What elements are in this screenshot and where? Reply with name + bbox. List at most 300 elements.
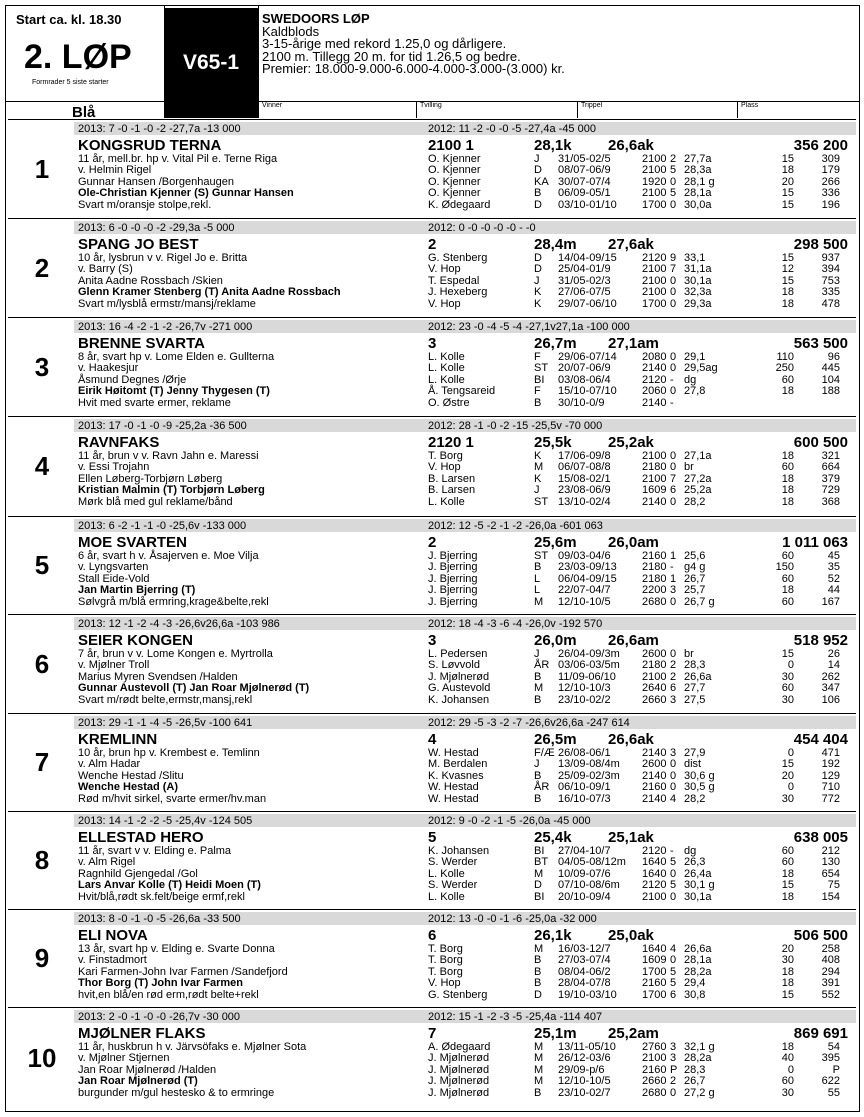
horse-info	[78, 154, 294, 211]
start-cell: 753	[821, 274, 840, 287]
start-number: 10	[27, 1043, 57, 1073]
horse-info	[78, 649, 309, 706]
start-cell: 710	[821, 781, 840, 794]
start-cell: 7	[670, 472, 677, 485]
start-row	[428, 782, 852, 793]
start-cell: 26,6a	[684, 943, 712, 955]
start-cell: G. Stenberg	[428, 988, 488, 1001]
post-position: 2100 1	[428, 137, 474, 154]
start-cell: 664	[821, 461, 840, 474]
horse-info-line: Jan Roar Mjølnerød (T)	[78, 1075, 198, 1088]
start-cell: L. Kolle	[428, 495, 465, 508]
start-cell: 2140	[642, 747, 667, 759]
start-cell: B	[534, 792, 542, 805]
form-2012: 2012: 13 -0 -0 -1 -6 -25,0a -32 000	[428, 913, 597, 925]
start-cell: K. Kvasnes	[428, 769, 484, 782]
start-row	[428, 1076, 852, 1087]
start-cell: 26	[827, 648, 840, 660]
start-cell: 16/10-07/3	[558, 792, 611, 805]
start-cell: 321	[821, 450, 840, 462]
record-auto: 26,6ak	[608, 137, 654, 154]
start-cell: 15	[781, 879, 794, 892]
start-cell: T. Borg	[428, 965, 463, 978]
horse-info-line: v. Haakesjur	[78, 362, 139, 375]
start-cell: 654	[821, 867, 840, 880]
start-cell: 30	[781, 954, 794, 967]
start-cell: 13/09-08/4m	[558, 758, 620, 771]
start-cell: J	[534, 758, 540, 771]
start-number: 8	[34, 845, 50, 875]
race-info-line: Premier: 18.000-9.000-6.000-4.000-3.000-(3.000) kr.	[262, 61, 565, 76]
record-auto: 25,0ak	[608, 927, 654, 944]
start-cell: 167	[821, 595, 840, 608]
start-cell: 335	[821, 286, 840, 299]
start-cell: 18	[781, 495, 794, 508]
start-cell: 30,1a	[684, 890, 712, 903]
start-cell: 0	[670, 198, 677, 211]
start-cell: 106	[821, 693, 840, 706]
start-cell: 15/10-07/10	[558, 385, 617, 398]
start-cell: 130	[821, 856, 840, 869]
start-cell: B	[534, 954, 542, 967]
total-earnings: 454 404	[793, 731, 848, 748]
start-cell: 30,6 g	[684, 769, 715, 782]
start-cell: 03/06-03/5m	[558, 659, 620, 672]
start-cell: 60	[781, 845, 794, 857]
form-2012: 2012: 18 -4 -3 -6 -4 -26,0v -192 570	[428, 618, 603, 630]
horse-info-line: Ellen Løberg-Torbjørn Løberg	[78, 472, 223, 485]
start-cell: K	[534, 472, 542, 485]
start-cell: 150	[775, 561, 794, 574]
start-cell: J. Bjerring	[428, 595, 478, 608]
start-cell: 14	[827, 659, 840, 672]
start-cell: W. Hestad	[428, 792, 479, 805]
horse-info-line: Kristian Malmin (T) Torbjørn Løberg	[78, 484, 265, 497]
start-cell: 30	[781, 670, 794, 683]
start-cell: 18	[781, 484, 794, 497]
horse-name: MOE SVARTEN	[78, 534, 187, 551]
horse-info	[78, 551, 269, 608]
start-row	[428, 497, 852, 508]
start-cell: 27,2 g	[684, 1086, 715, 1099]
record-volt: 25,1m	[534, 1025, 577, 1042]
horse-info-line: Kari Farmen-John Ivar Farmen /Sandefjord	[78, 965, 288, 978]
start-cell: ST	[534, 550, 549, 562]
start-cell: 30/10-0/9	[558, 396, 605, 409]
start-cell: L	[534, 572, 541, 585]
start-time: Start ca. kl. 18.30	[16, 12, 122, 27]
record-volt: 25,4k	[534, 829, 572, 846]
start-cell: D	[534, 164, 542, 177]
start-cell: S. Werder	[428, 856, 478, 869]
post-position: 2	[428, 534, 437, 551]
start-cell: 2	[670, 1075, 677, 1088]
start-cell: dg	[684, 373, 697, 386]
start-cell: 0	[670, 781, 677, 794]
start-cell: K	[534, 297, 542, 310]
start-cell: 20	[781, 175, 794, 188]
start-cell: 28,1a	[684, 954, 712, 967]
start-cell: 2140	[642, 769, 667, 782]
horse-entry	[8, 713, 856, 811]
start-cell: -	[670, 373, 674, 386]
start-cell: 2600	[642, 758, 667, 771]
start-cell: 27,9	[684, 747, 706, 759]
start-cell: 2180	[642, 572, 667, 585]
start-cell: 18	[781, 977, 794, 990]
start-cell: L. Kolle	[428, 867, 465, 880]
start-cell: F	[534, 385, 541, 398]
start-cell: 2180	[642, 659, 667, 672]
start-cell: 0	[670, 867, 677, 880]
horse-info-line: Lars Anvar Kolle (T) Heidi Moen (T)	[78, 879, 261, 892]
recent-starts	[428, 451, 852, 508]
horse-info	[78, 944, 288, 1001]
start-cell: ÅR	[534, 659, 550, 672]
start-cell: BT	[534, 856, 549, 869]
start-cell: 6	[670, 682, 677, 695]
horse-name: SPANG JO BEST	[78, 236, 199, 253]
form-2013: 2013: 12 -1 -2 -4 -3 -26,6v26,6a -103 986	[78, 618, 280, 630]
start-cell: 2100	[642, 450, 667, 462]
start-cell: 15	[781, 187, 794, 200]
start-cell: O. Kjenner	[428, 175, 481, 188]
record-volt: 28,4m	[534, 236, 577, 253]
start-cell: 06/07-08/8	[558, 461, 611, 474]
start-cell: 5	[670, 856, 677, 869]
horse-info-line: 10 år, lysbrun v v. Rigel Jo e. Britta	[78, 252, 248, 264]
start-cell: V. Hop	[428, 297, 461, 310]
start-cell: 2200	[642, 584, 667, 597]
start-cell: 60	[781, 373, 794, 386]
start-cell: 3	[670, 747, 677, 759]
start-cell: 60	[781, 572, 794, 585]
start-cell: 32,1 g	[684, 1041, 715, 1053]
record-auto: 25,1ak	[608, 829, 654, 846]
record-volt: 26,7m	[534, 335, 577, 352]
start-cell: 0	[670, 450, 677, 462]
start-cell: 30	[781, 792, 794, 805]
horse-info-line: v. Barry (S)	[78, 263, 133, 276]
start-cell: 347	[821, 682, 840, 695]
start-cell: J. Bjerring	[428, 572, 478, 585]
record-summary	[428, 829, 654, 846]
start-cell: 154	[821, 890, 840, 903]
start-cell: M	[534, 1041, 544, 1053]
start-cell: 27,7	[684, 682, 706, 695]
post-position: 3	[428, 335, 437, 352]
start-cell: L. Kolle	[428, 373, 465, 386]
start-cell: 06/10-09/1	[558, 781, 611, 794]
start-cell: O. Kjenner	[428, 187, 481, 200]
start-cell: 192	[821, 758, 840, 771]
start-cell: 5	[670, 164, 677, 177]
start-cell: 2140	[642, 495, 667, 508]
horse-info-line: 7 år, brun v v. Lome Kongen e. Myrtrolla	[78, 648, 273, 660]
start-cell: M	[534, 595, 544, 608]
start-cell: D	[534, 988, 542, 1001]
start-cell: 2640	[642, 682, 667, 695]
start-cell: B	[534, 670, 542, 683]
form-2012: 2012: 0 -0 -0 -0 -0 - -0	[428, 222, 536, 234]
start-cell: 27,5	[684, 693, 706, 706]
start-cell: M	[534, 943, 544, 955]
start-cell: 23/03-09/13	[558, 561, 617, 574]
start-cell: K. Ødegaard	[428, 198, 491, 211]
form-2013: 2013: 6 -0 -0 -0 -2 -29,3a -5 000	[78, 222, 235, 234]
start-cell: 2100	[642, 187, 667, 200]
total-earnings: 869 691	[793, 1025, 848, 1042]
form-2012: 2012: 15 -1 -2 -3 -5 -25,4a -114 407	[428, 1011, 603, 1023]
horse-info-line: burgunder m/gul hestesko & to ermringe	[78, 1086, 275, 1099]
recent-starts	[428, 253, 852, 310]
start-cell: 60	[781, 856, 794, 869]
start-cell: -	[670, 845, 674, 857]
horse-info-line: Eirik Høitomt (T) Jenny Thygesen (T)	[78, 385, 270, 398]
start-cell: O. Østre	[428, 396, 470, 409]
start-cell: 622	[821, 1075, 840, 1088]
start-cell: 0	[670, 297, 677, 310]
start-cell: 262	[821, 670, 840, 683]
start-cell: 2160	[642, 550, 667, 562]
start-cell: 27/04-10/7	[558, 845, 611, 857]
color-label: Blå	[72, 104, 96, 121]
start-cell: 379	[821, 472, 840, 485]
start-cell: 0	[670, 769, 677, 782]
start-cell: 27/06-07/5	[558, 286, 611, 299]
record-auto: 27,6ak	[608, 236, 654, 253]
start-cell: 2180	[642, 461, 667, 474]
horse-entry	[8, 119, 856, 218]
start-cell: O. Kjenner	[428, 164, 481, 177]
start-cell: 5	[670, 187, 677, 200]
start-cell: G. Stenberg	[428, 252, 488, 264]
start-cell: 0	[787, 781, 794, 794]
start-cell: 2100	[642, 286, 667, 299]
start-cell: 29/07-06/10	[558, 297, 617, 310]
start-cell: 18	[781, 584, 794, 597]
start-cell: 552	[821, 988, 840, 1001]
start-cell: 391	[821, 977, 840, 990]
horse-name: ELLESTAD HERO	[78, 829, 204, 846]
horse-name: KONGSRUD TERNA	[78, 137, 222, 154]
horse-info-line: v. Helmin Rigel	[78, 164, 152, 177]
horse-info-line: 11 år, brun v v. Ravn Jahn e. Maressi	[78, 450, 259, 462]
start-cell: 2160	[642, 781, 667, 794]
start-cell: 1700	[642, 198, 667, 211]
start-row	[428, 978, 852, 989]
start-cell: 18	[781, 472, 794, 485]
start-cell: 31,1a	[684, 263, 712, 276]
start-cell: 2140	[642, 396, 667, 409]
start-cell: 12/10-10/5	[558, 595, 611, 608]
horse-info-line: 10 år, brun hp v. Krembest e. Temlinn	[78, 747, 260, 759]
start-cell: 0	[670, 954, 677, 967]
start-cell: 29,4	[684, 977, 706, 990]
start-cell: 30,8	[684, 988, 706, 1001]
race-header-box	[8, 8, 164, 102]
start-row	[428, 695, 852, 706]
start-cell: B	[534, 769, 542, 782]
start-cell: 14/04-09/15	[558, 252, 617, 264]
start-cell: W. Hestad	[428, 781, 479, 794]
recent-starts	[428, 1042, 852, 1099]
start-cell: 30,1 g	[684, 879, 715, 892]
total-earnings: 356 200	[793, 137, 848, 154]
start-cell: 2680	[642, 1086, 667, 1099]
start-cell: 28,2	[684, 495, 706, 508]
total-earnings: 518 952	[793, 632, 848, 649]
start-cell: K	[534, 450, 542, 462]
start-number: 5	[34, 550, 50, 580]
start-cell: 15/08-02/1	[558, 472, 611, 485]
start-cell: 471	[821, 747, 840, 759]
start-row	[428, 299, 852, 310]
start-cell: K. Johansen	[428, 693, 490, 706]
start-cell: 18	[781, 890, 794, 903]
start-cell: 0	[670, 286, 677, 299]
start-cell: 2660	[642, 693, 667, 706]
start-cell: 196	[821, 198, 840, 211]
start-cell: 29,3a	[684, 297, 712, 310]
start-cell: 75	[827, 879, 840, 892]
form-2013: 2013: 6 -2 -1 -1 -0 -25,6v -133 000	[78, 520, 247, 532]
record-volt: 25,6m	[534, 534, 577, 551]
start-cell: 250	[775, 362, 794, 375]
form-2012: 2012: 9 -0 -2 -1 -5 -26,0a -45 000	[428, 815, 591, 827]
start-cell: 18	[781, 385, 794, 398]
form-2012: 2012: 12 -5 -2 -1 -2 -26,0a -601 063	[428, 520, 603, 532]
start-cell: BI	[534, 845, 545, 857]
start-cell: 25,7	[684, 584, 706, 597]
start-cell: 27,1a	[684, 450, 712, 462]
total-earnings: 563 500	[793, 335, 848, 352]
start-cell: 06/04-09/15	[558, 572, 617, 585]
horse-info-line: Thor Borg (T) John Ivar Farmen	[78, 977, 244, 990]
start-cell: J	[534, 484, 540, 497]
start-cell: 2	[670, 670, 677, 683]
divider	[416, 101, 417, 118]
start-cell: L. Kolle	[428, 890, 465, 903]
horse-info-line: v. Alm Rigel	[78, 856, 136, 869]
start-cell: B. Larsen	[428, 472, 476, 485]
start-cell: J. Bjerring	[428, 584, 478, 597]
horse-entry	[8, 516, 856, 614]
start-cell: 2760	[642, 1041, 667, 1053]
start-cell: 309	[821, 153, 840, 165]
start-cell: 2080	[642, 351, 667, 363]
start-cell: 1920	[642, 175, 667, 188]
start-cell: 31/05-02/5	[558, 153, 611, 165]
start-cell: 22/07-04/7	[558, 584, 611, 597]
start-cell: B	[534, 1086, 542, 1099]
start-number: 7	[34, 747, 50, 777]
start-cell: Å. Tengsareid	[428, 385, 496, 398]
start-cell: 445	[821, 362, 840, 375]
start-cell: F/Æ	[534, 747, 555, 759]
start-cell: 2120	[642, 252, 667, 264]
start-cell: 15	[781, 153, 794, 165]
recent-starts	[428, 649, 852, 706]
start-cell: 3	[670, 1041, 677, 1053]
horse-info-line: Glenn Kramer Stenberg (T) Anita Aadne Rossbach	[78, 286, 341, 299]
start-cell: 28,3	[684, 659, 706, 672]
horse-info-line: Rød m/hvit sirkel, svarte ermer/hv.man	[78, 792, 267, 805]
horse-entry	[8, 909, 856, 1007]
start-cell: 6	[670, 988, 677, 1001]
start-cell: 1700	[642, 297, 667, 310]
post-position: 4	[428, 731, 437, 748]
start-cell: J. Mjølnerød	[428, 1075, 490, 1088]
race-info-line: 2100 m. Tillegg 20 m. for tid 1.26,5 og bedre.	[262, 48, 521, 64]
start-cell: 0	[670, 758, 677, 771]
start-row	[428, 398, 852, 409]
start-cell: 26,7	[684, 1075, 706, 1088]
horse-info-line: v. Lyngsvarten	[78, 561, 149, 574]
horse-info-line: Wenche Hestad /Slitu	[78, 769, 184, 782]
start-cell: T. Espedal	[428, 274, 480, 287]
record-summary	[428, 434, 654, 451]
start-cell: 2120	[642, 845, 667, 857]
start-cell: 258	[821, 943, 840, 955]
start-cell: M	[534, 461, 544, 474]
start-cell: M	[534, 1075, 544, 1088]
start-cell: J. Mjølnerød	[428, 670, 490, 683]
start-cell: 28,1a	[684, 187, 712, 200]
horse-entry	[8, 1007, 856, 1109]
record-auto: 25,2am	[608, 1025, 659, 1042]
start-cell: 2100	[642, 670, 667, 683]
start-cell: 12	[781, 263, 794, 276]
start-cell: 45	[827, 550, 840, 562]
start-cell: 7	[670, 263, 677, 276]
form-2012: 2012: 29 -5 -3 -2 -7 -26,6v26,6a -247 614	[428, 717, 630, 729]
start-cell: 2100	[642, 153, 667, 165]
start-cell: 26/08-06/1	[558, 747, 611, 759]
start-cell: ST	[534, 495, 549, 508]
start-cell: 35	[827, 561, 840, 574]
start-cell: 54	[827, 1041, 840, 1053]
post-position: 2	[428, 236, 437, 253]
record-summary	[428, 137, 654, 154]
horse-info-line: hvit,en blå/en rød erm,rødt belte+rekl	[78, 988, 259, 1001]
start-cell: P	[670, 1063, 678, 1076]
start-cell: 2160	[642, 977, 667, 990]
start-cell: 26/04-09/3m	[558, 648, 620, 660]
start-cell: BI	[534, 890, 545, 903]
start-cell: 18	[781, 450, 794, 462]
start-cell: 2	[670, 659, 677, 672]
start-number: 3	[34, 351, 50, 382]
post-position: 3	[428, 632, 437, 649]
start-cell: KA	[534, 175, 549, 188]
start-cell: 395	[821, 1052, 840, 1065]
start-cell: 3	[670, 1052, 677, 1065]
start-cell: 18	[781, 164, 794, 177]
start-cell: 2100	[642, 890, 667, 903]
horse-info-line: Åsmund Degnes /Ørje	[78, 373, 187, 386]
start-cell: 2160	[642, 1063, 667, 1076]
start-cell: ÅR	[534, 781, 550, 794]
horse-info	[78, 1042, 306, 1099]
start-cell: 31/05-02/3	[558, 274, 611, 287]
record-auto: 27,1am	[608, 335, 659, 352]
post-position: 2120 1	[428, 434, 474, 451]
start-cell: 28,2a	[684, 1052, 712, 1065]
start-row	[428, 1088, 852, 1099]
form-2013: 2013: 16 -4 -2 -1 -2 -26,7v -271 000	[78, 321, 253, 333]
start-cell: 408	[821, 954, 840, 967]
